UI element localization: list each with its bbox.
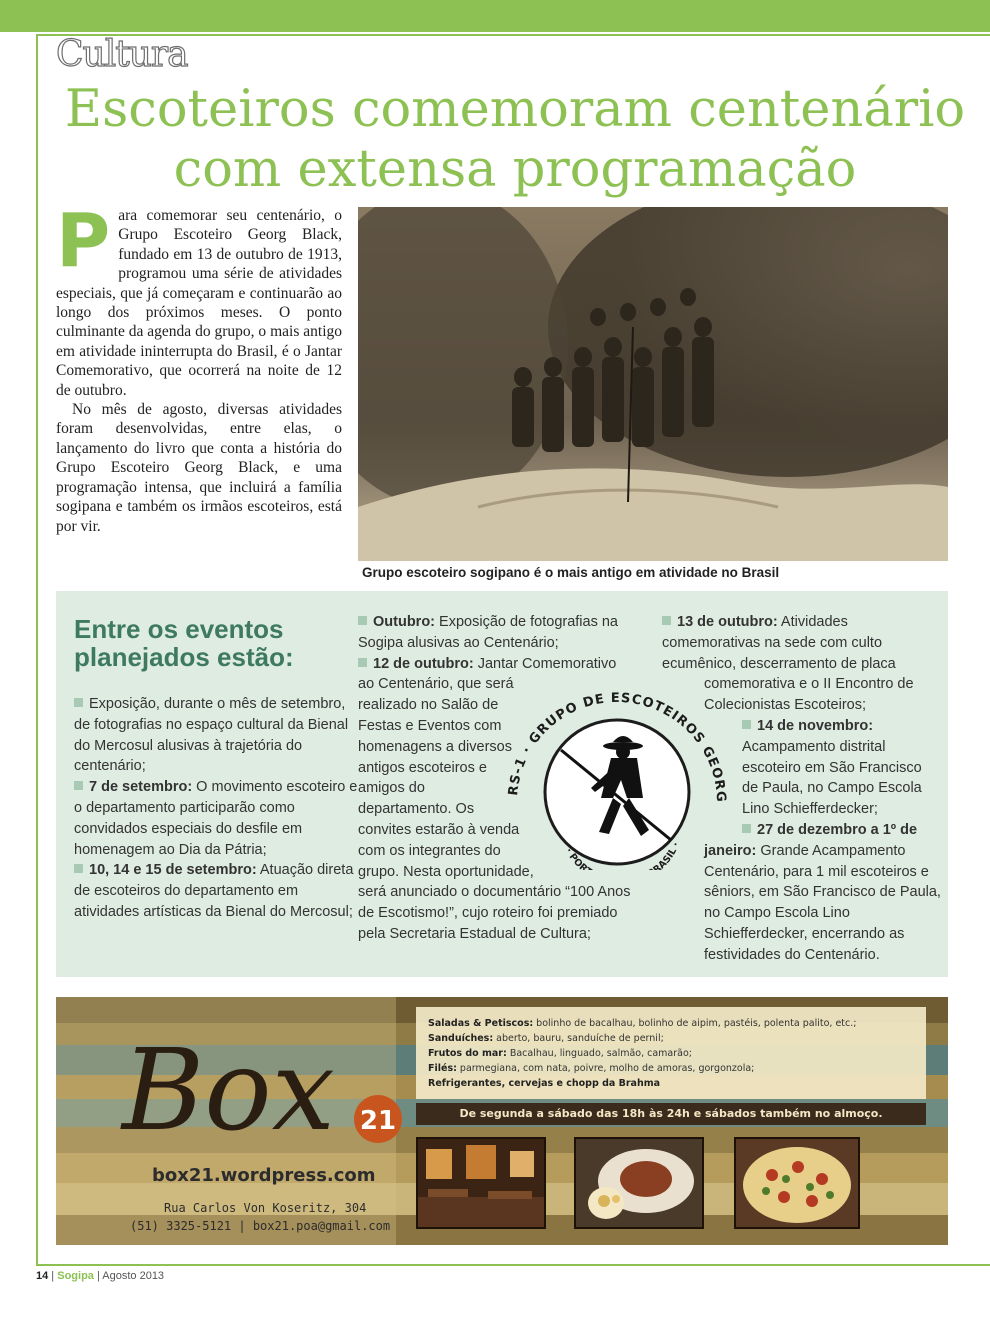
bullet-square-icon bbox=[74, 698, 83, 707]
event-item: 10, 14 e 15 de setembro: Atuação direta de escoteiros do departamento em atividades artísticas da Bienal do Mercosul; bbox=[74, 862, 354, 920]
bullet-square-icon bbox=[742, 720, 751, 729]
events-title-line-2: planejados estão: bbox=[74, 642, 294, 672]
intro-text bbox=[56, 198, 342, 536]
frame-bottom-rule bbox=[36, 1264, 990, 1266]
article-headline bbox=[40, 80, 990, 200]
scouts-photo bbox=[358, 207, 948, 561]
svg-text:21: 21 bbox=[359, 1106, 397, 1136]
events-column-1 bbox=[74, 694, 360, 923]
bullet-square-icon bbox=[742, 824, 751, 833]
menu-item: Frutos do mar: Bacalhau, linguado, salmão, camarão; bbox=[428, 1048, 692, 1059]
scout-group-seal bbox=[495, 680, 733, 870]
ad-website: box21.wordpress.com bbox=[152, 1165, 376, 1186]
events-title-line-1: Entre os eventos bbox=[74, 614, 284, 644]
page-footer: 14 | Sogipa | Agosto 2013 bbox=[36, 1270, 165, 1282]
headline-line-2: com extensa programação bbox=[173, 140, 857, 199]
intro-paragraph-2: No mês de agosto, diversas atividades foram desenvolvidas, entre elas, o lançamento do livro que conta a história do Grupo Escoteiro Georg Black, e uma programação intensa, que incluirá a família sogipana e também os irmãos escoteiros, está por vir. bbox=[56, 401, 342, 535]
restaurant-interior-photo bbox=[416, 1137, 546, 1229]
event-item: 27 de dezembro a 1º de bbox=[662, 820, 944, 841]
events-column-3: 13 de outubro: Atividades comemorativas na sede com culto ecumênico, descerramento de placa comemorativa e o II Encontro de Colecionistas Escoteiros; 14 de novembro: Acampamento distrital escoteiro em São Francisco de Paula, no Campo Escola Lino Schiefferdecker; 27 de dezembro a 1º de janeiro: Grande Acampamento Centenário, para 1 mil escoteiros e sêniors, em São Francisco de Paula, no Campo Escola Lino Schiefferdecker, encerrando as festividades do Centenário. bbox=[662, 612, 944, 966]
bullet-square-icon bbox=[358, 616, 367, 625]
bullet-square-icon bbox=[74, 864, 83, 873]
top-color-bar bbox=[0, 0, 990, 32]
event-item: 7 de setembro: O movimento escoteiro e o departamento participarão como convidados especiais do desfile em homenagem ao Dia da Pátria; bbox=[74, 779, 358, 858]
menu-item: Sanduíches: aberto, bauru, sanduíche de pernil; bbox=[428, 1033, 664, 1044]
ad-hours: De segunda a sábado das 18h às 24h e sábados também no almoço. bbox=[416, 1103, 926, 1125]
scout-seal-icon bbox=[495, 680, 733, 870]
headline-line-1: Escoteiros comemoram centenário bbox=[64, 80, 966, 139]
intro-paragraph-1: ara comemorar seu centenário, o Grupo Escoteiro Georg Black, fundado em 13 de outubro de 1913, programou uma série de atividades especiais, que já começaram e continuarão ao longo dos próximos meses. O ponto culminante da agenda do grupo, o mais antigo em atividade ininterrupta do Brasil, é o Jantar Comemorativo, que ocorrerá na noite de 12 de outubro. bbox=[56, 207, 342, 399]
pizza-photo bbox=[734, 1137, 860, 1229]
svg-text:· PORTO ALEGRE · BRASIL ·: · POR RASIL · bbox=[562, 840, 682, 870]
frame-left-rule bbox=[36, 34, 38, 1266]
menu-item: Refrigerantes, cervejas e chopp da Brahma bbox=[428, 1078, 661, 1089]
bullet-square-icon bbox=[662, 616, 671, 625]
photo-caption: Grupo escoteiro sogipano é o mais antigo em atividade no Brasil bbox=[362, 565, 780, 580]
box21-advertisement bbox=[56, 997, 948, 1245]
svg-text:Box: Box bbox=[122, 1026, 335, 1156]
event-item: 14 de novembro: bbox=[662, 716, 944, 737]
box21-logo bbox=[116, 1011, 426, 1161]
issue-date: Agosto 2013 bbox=[102, 1270, 165, 1282]
event-wrap-lines: ao Centenário, que será realizado no Salão de Festas e Eventos com homenagens a diversos antigos escoteiros e amigos do departamento. Os convites estarão à venda com os integrantes do grupo. Nesta oportunidade, bbox=[358, 676, 534, 880]
bullet-square-icon bbox=[74, 781, 83, 790]
drop-cap: P bbox=[56, 198, 111, 284]
magazine-name: Sogipa bbox=[57, 1270, 94, 1282]
page-number: 14 bbox=[36, 1270, 49, 1282]
menu-item: Filés: parmegiana, com nata, poivre, molho de amoras, gorgonzola; bbox=[428, 1063, 755, 1074]
event-item-continued: Centenário, para 1 mil escoteiros e sêniors, em São Francisco de Paula, no Campo Escola Lino Schiefferdecker, encerrando as festividades do Centenário. bbox=[704, 863, 941, 963]
svg-text:RS-1 · GRUPO DE ESCOTEIROS GEO: RS-1 · GRUPO DE ESCOTEIROS GEORG bbox=[506, 690, 729, 804]
event-item: Exposição, durante o mês de setembro, de fotografias no espaço cultural da Bienal do Mercosul alusivas à trajetória do centenário; bbox=[74, 696, 349, 775]
events-title bbox=[74, 615, 294, 671]
ad-contact: (51) 3325-5121 | box21.poa@gmail.com bbox=[130, 1219, 391, 1233]
bullet-square-icon bbox=[358, 658, 367, 667]
ad-menu-list bbox=[416, 1007, 926, 1099]
event-item: 13 de outubro: Atividades comemorativas na sede com culto ecumênico, descerramento de placa bbox=[662, 614, 896, 672]
section-label: Cultura bbox=[56, 34, 188, 75]
event-item: Outubro: Exposição de fotografias na Sogipa alusivas ao Centenário; bbox=[358, 614, 618, 651]
food-plate-photo bbox=[574, 1137, 704, 1229]
event-item-continued: será anunciado o documentário “100 Anos de Escotismo!”, cujo roteiro foi premiado pela Secretaria Estadual de Cultura; bbox=[358, 884, 631, 942]
menu-item: Saladas & Petiscos: bolinho de bacalhau, bolinho de aipim, pastéis, polenta palito, etc.; bbox=[428, 1018, 857, 1029]
scouts-photo-illustration bbox=[358, 207, 948, 561]
event-item: 12 de outubro: Jantar Comemorativo bbox=[358, 654, 640, 675]
ad-address: Rua Carlos Von Koseritz, 304 bbox=[164, 1201, 367, 1215]
